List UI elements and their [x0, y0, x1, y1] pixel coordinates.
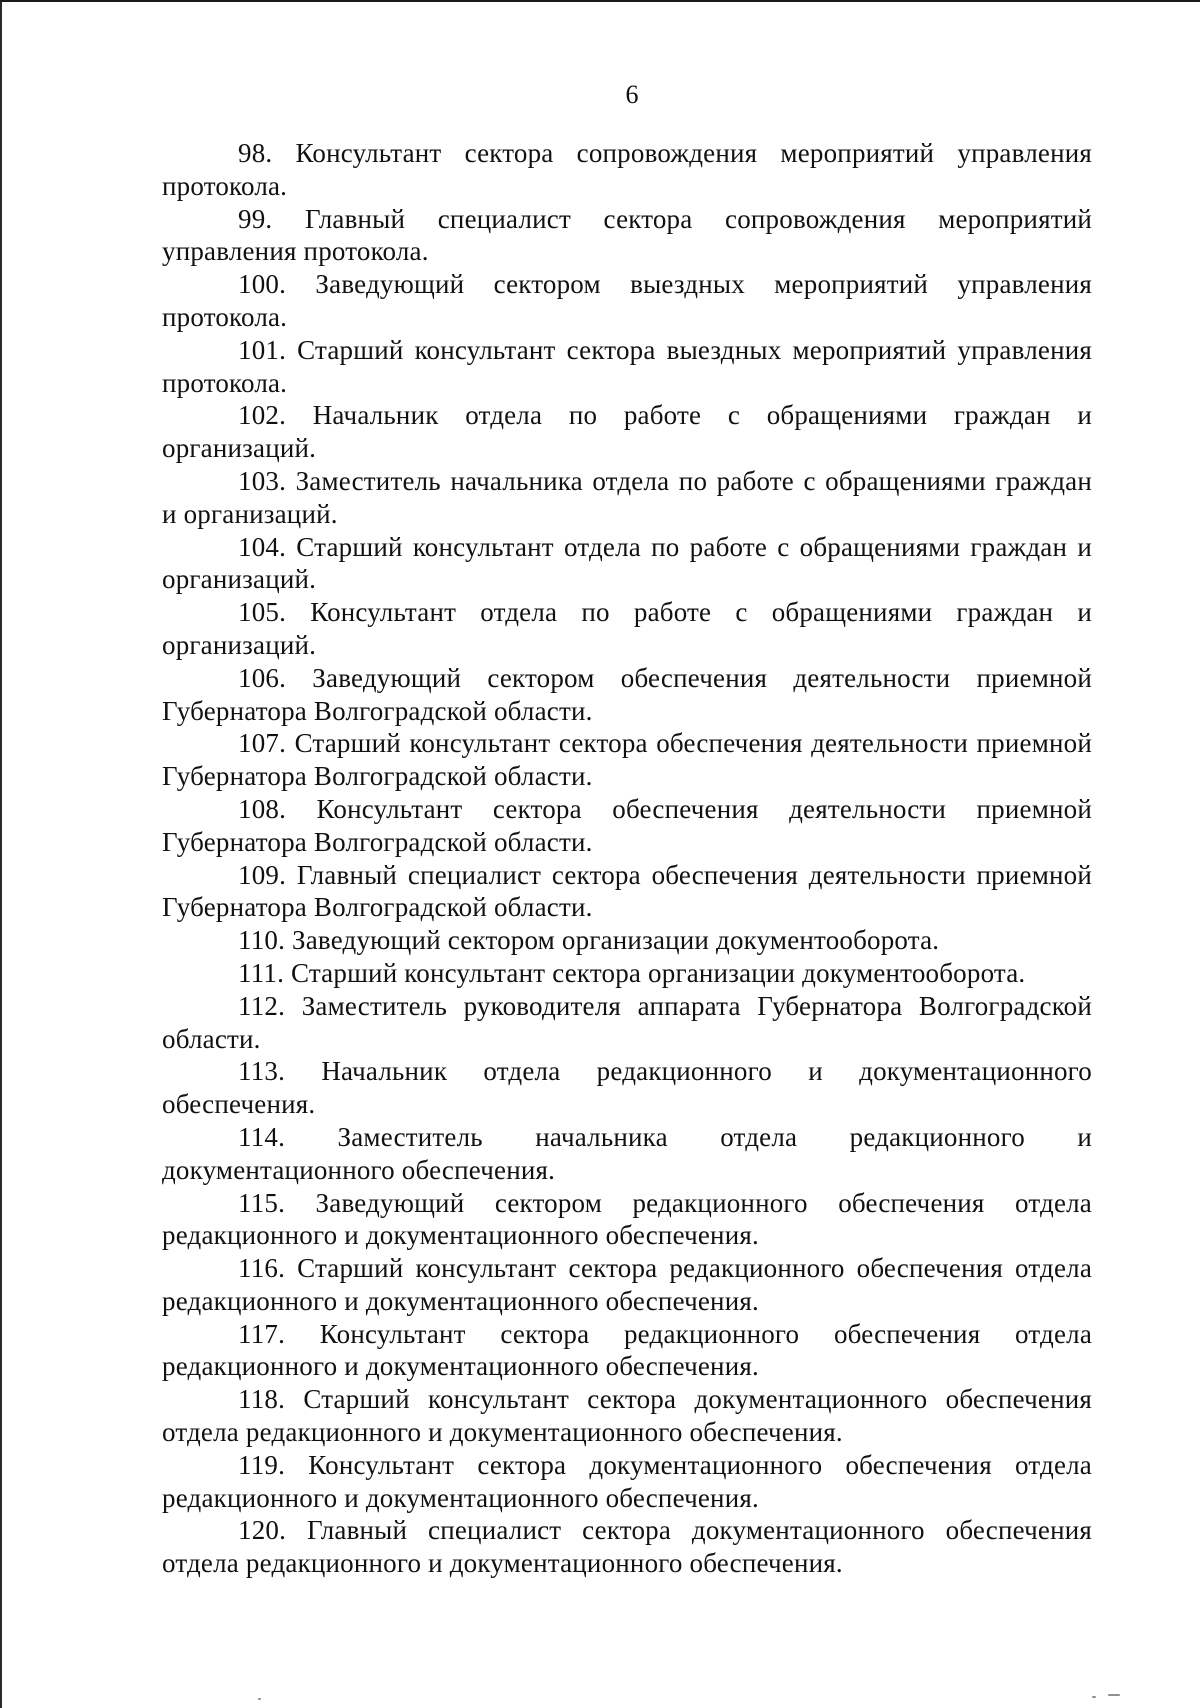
- list-item: [162, 596, 1092, 662]
- list-item: [162, 793, 1092, 859]
- item-number: 101.: [238, 334, 287, 365]
- list-item: [162, 137, 1092, 203]
- list-item: [162, 203, 1092, 269]
- item-number: 105.: [238, 597, 287, 628]
- list-item: [162, 1449, 1092, 1515]
- item-text: Старший консультант отдела по работе с обращениями граждан и организаций.: [162, 531, 1092, 595]
- list-item: [162, 662, 1092, 728]
- item-text: Заведующий сектором организации документооборота.: [292, 925, 940, 956]
- item-number: 119.: [238, 1449, 286, 1480]
- item-text: Консультант сектора документационного обеспечения отдела редакционного и документационного обеспечения.: [162, 1449, 1092, 1513]
- item-text: Старший консультант сектора обеспечения деятельности приемной Губернатора Волгоградской области.: [162, 728, 1092, 792]
- list-item: [162, 957, 1092, 990]
- list-item: [162, 1383, 1092, 1449]
- item-text: Главный специалист сектора документационного обеспечения отдела редакционного и документационного обеспечения.: [162, 1515, 1092, 1579]
- item-number: 100.: [238, 269, 287, 300]
- item-number: 99.: [238, 203, 273, 234]
- item-text: Старший консультант сектора выездных мероприятий управления протокола.: [162, 334, 1092, 398]
- item-text: Заведующий сектором редакционного обеспечения отдела редакционного и документационного обеспечения.: [162, 1187, 1092, 1251]
- list-item: [162, 1514, 1092, 1580]
- item-number: 110.: [238, 925, 286, 956]
- list-item: [162, 859, 1092, 925]
- item-number: 114.: [238, 1121, 286, 1152]
- item-number: 120.: [238, 1515, 287, 1546]
- list-item: [162, 990, 1092, 1056]
- item-text: Старший консультант сектора организации документооборота.: [291, 957, 1026, 988]
- item-number: 104.: [238, 531, 287, 562]
- item-text: Старший консультант сектора документационного обеспечения отдела редакционного и документационного обеспечения.: [162, 1384, 1092, 1448]
- item-number: 108.: [238, 793, 287, 824]
- item-text: Заместитель начальника отдела по работе с обращениями граждан и организаций.: [162, 465, 1092, 529]
- positions-list: [162, 137, 1092, 1580]
- item-text: Старший консультант сектора редакционного обеспечения отдела редакционного и документационного обеспечения.: [162, 1253, 1093, 1316]
- list-item: [162, 1121, 1092, 1187]
- list-item: [162, 727, 1092, 793]
- item-text: Заведующий сектором выездных мероприятий управления протокола.: [162, 269, 1093, 332]
- list-item: [162, 268, 1092, 334]
- item-number: 111.: [238, 957, 285, 988]
- item-number: 103.: [238, 465, 287, 496]
- item-text: Главный специалист сектора сопровождения мероприятий управления протокола.: [162, 203, 1092, 267]
- list-item: [162, 399, 1092, 465]
- list-item: [162, 531, 1092, 597]
- item-text: Главный специалист сектора обеспечения деятельности приемной Губернатора Волгоградской области.: [162, 859, 1092, 923]
- item-text: Консультант сектора сопровождения мероприятий управления протокола.: [162, 138, 1092, 201]
- scan-speck: [1108, 1694, 1120, 1696]
- item-text: Начальник отдела по работе с обращениями граждан и организаций.: [162, 400, 1092, 464]
- item-text: Консультант сектора обеспечения деятельности приемной Губернатора Волгоградской области.: [162, 793, 1093, 857]
- item-text: Консультант сектора редакционного обеспечения отдела редакционного и документационного обеспечения.: [162, 1318, 1092, 1382]
- scan-speck: [258, 1698, 261, 1700]
- item-number: 102.: [238, 400, 287, 431]
- list-item: [162, 1318, 1092, 1384]
- item-number: 113.: [238, 1056, 286, 1087]
- list-item: [162, 1187, 1092, 1253]
- list-item: [162, 465, 1092, 531]
- item-number: 118.: [238, 1384, 286, 1415]
- item-text: Начальник отдела редакционного и документационного обеспечения.: [162, 1056, 1092, 1120]
- list-item: [162, 1252, 1092, 1318]
- item-number: 116.: [238, 1253, 286, 1284]
- item-number: 112.: [238, 990, 286, 1021]
- scan-speck: [1092, 1696, 1096, 1698]
- item-number: 107.: [238, 728, 287, 759]
- item-text: Заместитель начальника отдела редакционного и документационного обеспечения.: [162, 1121, 1092, 1185]
- list-item: [162, 924, 1092, 957]
- item-number: 117.: [238, 1318, 286, 1349]
- list-item: [162, 1055, 1092, 1121]
- item-number: 106.: [238, 662, 287, 693]
- page-number: 6: [625, 80, 639, 109]
- list-item: [162, 334, 1092, 400]
- item-number: 109.: [238, 859, 287, 890]
- item-number: 115.: [238, 1187, 286, 1218]
- item-text: Заведующий сектором обеспечения деятельности приемной Губернатора Волгоградской области.: [162, 662, 1093, 726]
- item-text: Заместитель руководителя аппарата Губернатора Волгоградской области.: [162, 990, 1092, 1054]
- item-number: 98.: [238, 138, 273, 168]
- item-text: Консультант отдела по работе с обращениями граждан и организаций.: [162, 597, 1092, 660]
